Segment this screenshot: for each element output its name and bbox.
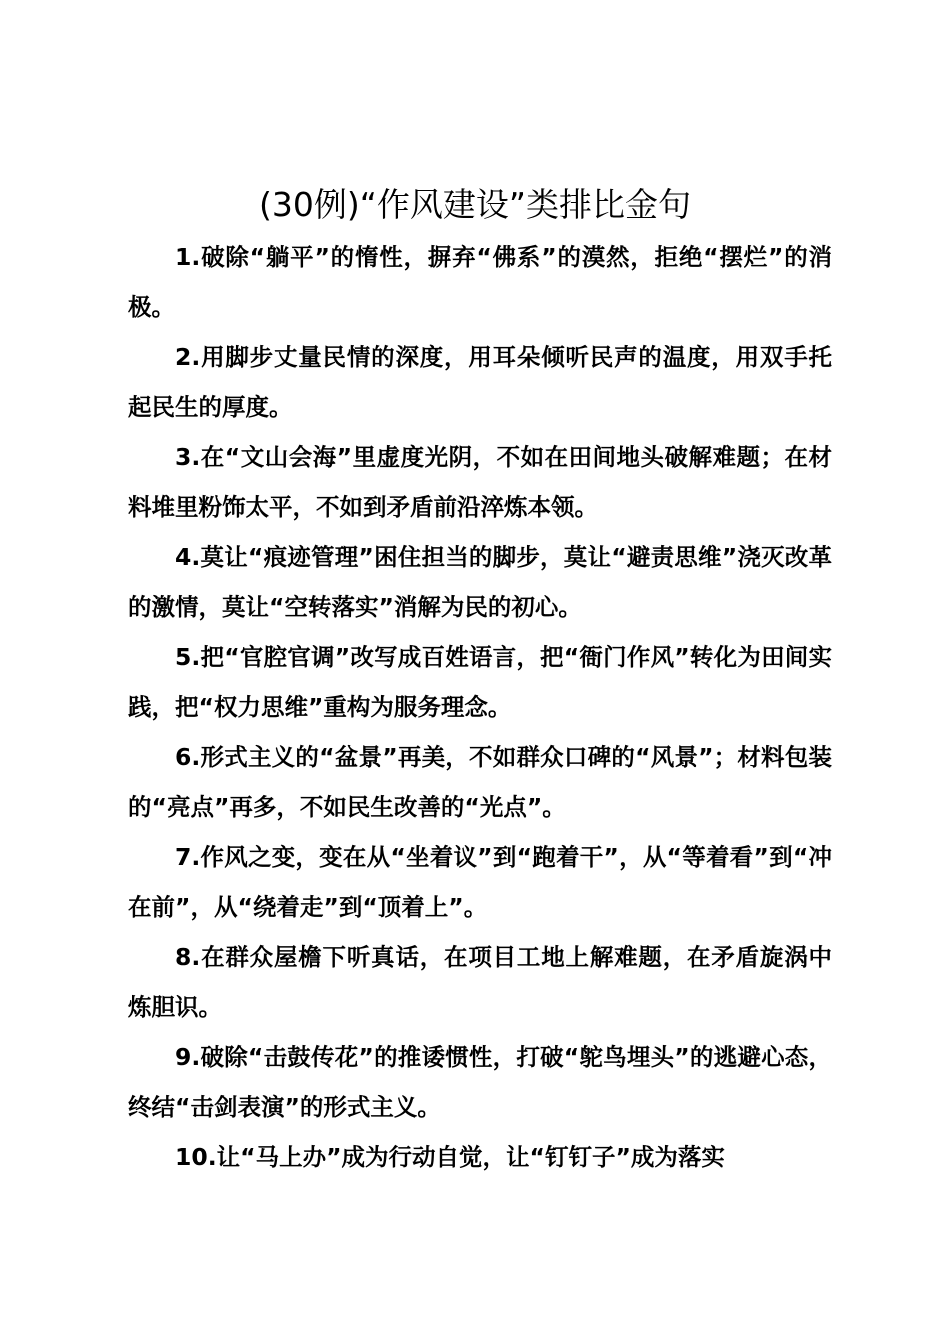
paragraph-5: 5.把“官腔官调”改写成百姓语言，把“衙门作风”转化为田间实践，把“权力思维”重构为服务理念。 — [128, 643, 832, 721]
paragraph-10: 10.让“马上办”成为行动自觉，让“钉钉子”成为落实 — [175, 1143, 725, 1171]
document-title: (30例)“作风建设”类排比金句 — [259, 185, 691, 224]
paragraph-6: 6.形式主义的“盆景”再美，不如群众口碑的“风景”；材料包装的“亮点”再多，不如民生改善的“光点”。 — [128, 743, 832, 821]
document-body — [128, 232, 832, 1182]
paragraph-9: 9.破除“击鼓传花”的推诿惯性，打破“鸵鸟埋头”的逃避心态，终结“击剑表演”的形式主义。 — [128, 1043, 832, 1121]
paragraph-3: 3.在“文山会海”里虚度光阴，不如在田间地头破解难题；在材料堆里粉饰太平，不如到矛盾前沿淬炼本领。 — [128, 443, 832, 521]
paragraph-7: 7.作风之变，变在从“坐着议”到“跑着干”，从“等着看”到“冲在前”，从“绕着走”到“顶着上”。 — [128, 843, 832, 921]
paragraph-8: 8.在群众屋檐下听真话，在项目工地上解难题，在矛盾旋涡中炼胆识。 — [128, 943, 832, 1021]
paragraph-2: 2.用脚步丈量民情的深度，用耳朵倾听民声的温度，用双手托起民生的厚度。 — [128, 343, 832, 421]
paragraph-1: 1.破除“躺平”的惰性，摒弃“佛系”的漠然，拒绝“摆烂”的消极。 — [128, 243, 832, 321]
paragraph-4: 4.莫让“痕迹管理”困住担当的脚步，莫让“避责思维”浇灭改革的激情，莫让“空转落实”消解为民的初心。 — [128, 543, 832, 621]
